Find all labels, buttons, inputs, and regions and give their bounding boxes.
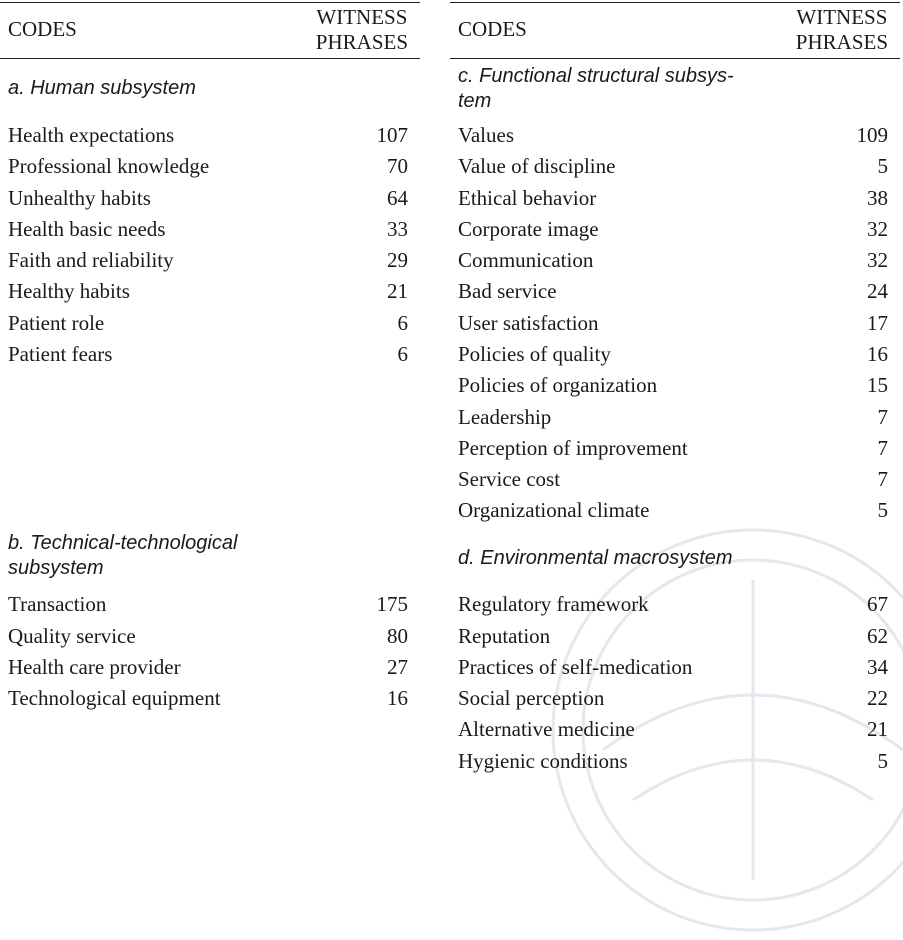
codes-column-header: CODES — [458, 17, 527, 41]
table-header-left — [0, 2, 420, 59]
table-row: Faith and reliability 29 — [8, 248, 408, 272]
section-title-b: b. Technical-technological subsystem — [8, 532, 238, 579]
table-row: Value of discipline 5 — [458, 154, 888, 178]
table-row: Professional knowledge 70 — [8, 154, 408, 178]
table-row: Organizational climate 5 — [458, 498, 888, 522]
table-row: Patient role 6 — [8, 311, 408, 335]
table-row: Bad service 24 — [458, 279, 888, 303]
table-row: Health basic needs 33 — [8, 217, 408, 241]
section-title-a: a. Human subsystem — [8, 77, 196, 99]
table-row: User satisfaction 17 — [458, 311, 888, 335]
table-row: Perception of improvement 7 — [458, 436, 888, 460]
witness-phrases-column-header: WITNESS PHRASES — [795, 5, 888, 54]
table-row: Policies of organization 15 — [458, 373, 888, 397]
table-row: Regulatory framework 67 — [458, 592, 888, 616]
table-row: Health expectations 107 — [8, 123, 408, 147]
table-row: Quality service 80 — [8, 624, 408, 648]
table-row: Social perception 22 — [458, 686, 888, 710]
table-header-right — [450, 2, 900, 59]
table-row: Hygienic conditions 5 — [458, 749, 888, 773]
table-row: Policies of quality 16 — [458, 342, 888, 366]
table-row: Alternative medicine 21 — [458, 717, 888, 741]
witness-phrases-column-header: WITNESS PHRASES — [315, 5, 408, 54]
table-row: Communication 32 — [458, 248, 888, 272]
table-row: Reputation 62 — [458, 624, 888, 648]
table-row: Health care provider 27 — [8, 655, 408, 679]
table-row: Service cost 7 — [458, 467, 888, 491]
section-title-c: c. Functional structural subsys- tem — [458, 65, 734, 112]
table-row: Technological equipment 16 — [8, 686, 408, 710]
table-row: Unhealthy habits 64 — [8, 186, 408, 210]
table-row: Ethical behavior 38 — [458, 186, 888, 210]
table-row: Leadership 7 — [458, 405, 888, 429]
table-row: Practices of self-medication 34 — [458, 655, 888, 679]
codes-column-header: CODES — [8, 17, 77, 41]
table-row: Values 109 — [458, 123, 888, 147]
section-title-d: d. Environmental macrosystem — [458, 547, 733, 569]
table-row: Transaction 175 — [8, 592, 408, 616]
table-row: Healthy habits 21 — [8, 279, 408, 303]
table-row: Corporate image 32 — [458, 217, 888, 241]
table-row: Patient fears 6 — [8, 342, 408, 366]
